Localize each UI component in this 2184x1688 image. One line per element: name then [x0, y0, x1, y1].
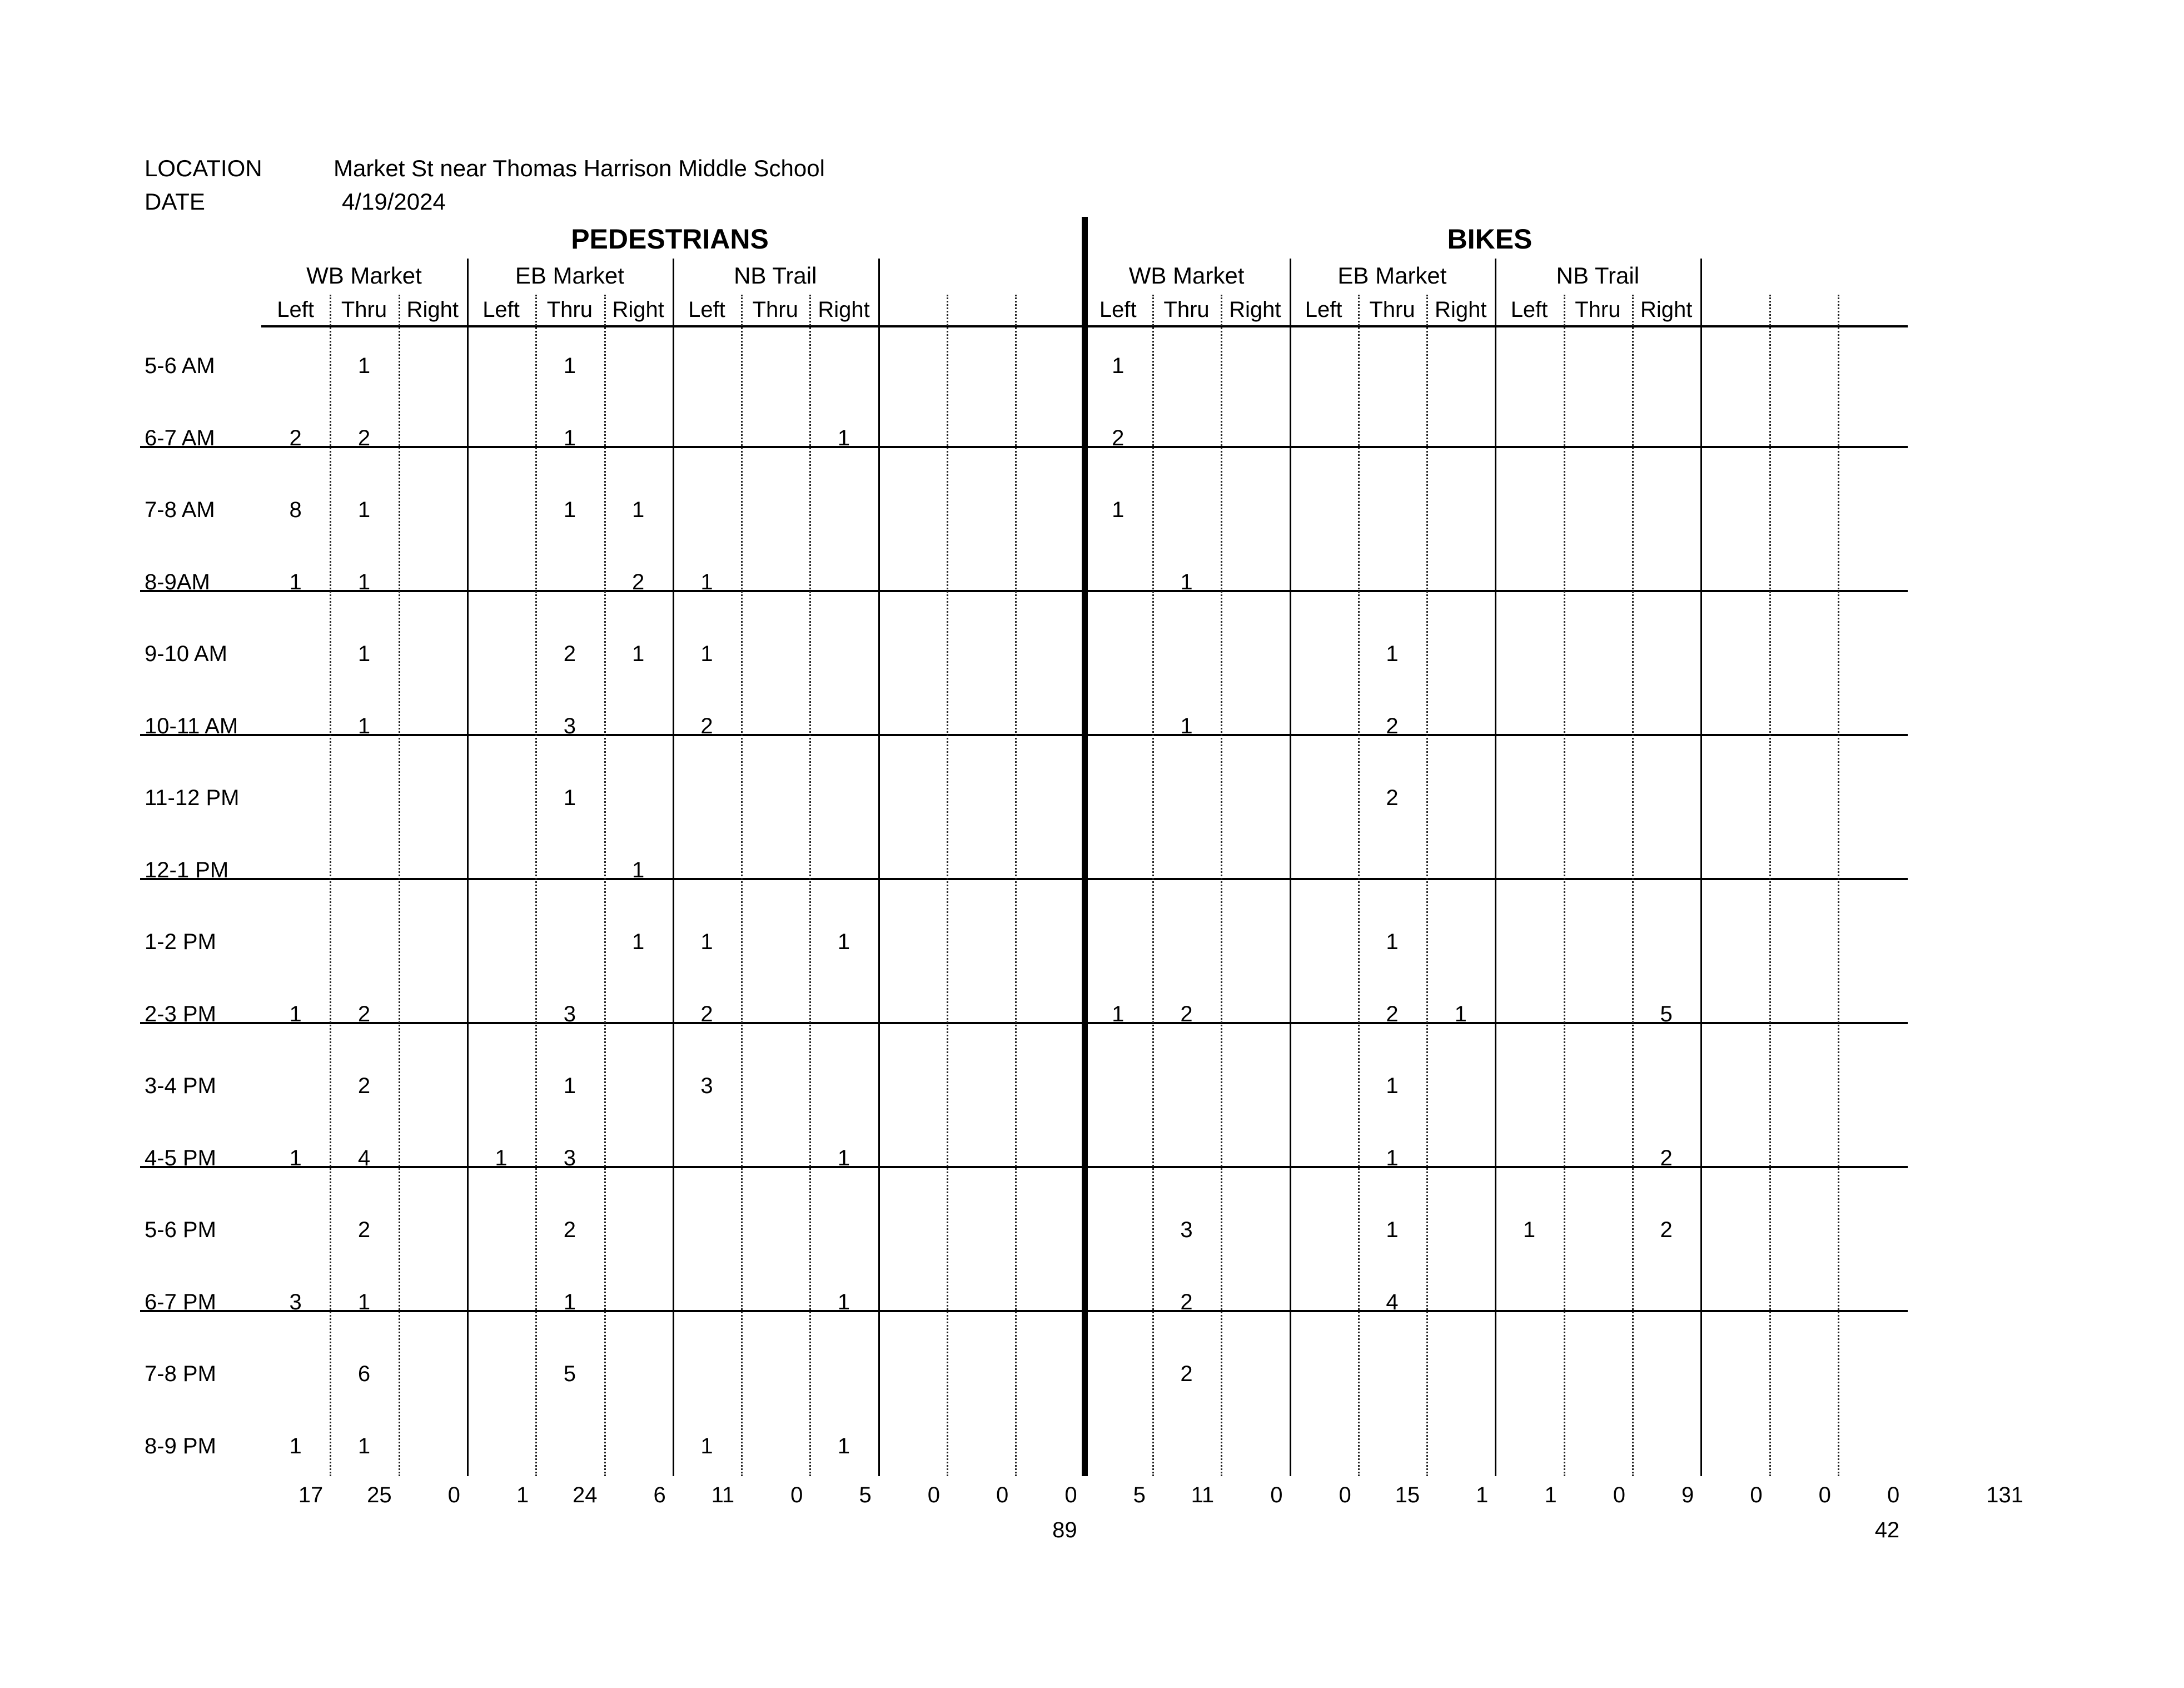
movement-header: Thru [1369, 297, 1415, 322]
count-cell: 2 [632, 569, 645, 594]
count-cell: 1 [837, 1145, 850, 1170]
movement-header: Right [1435, 297, 1487, 322]
count-cell: 1 [289, 1433, 302, 1458]
count-cell: 4 [357, 1145, 371, 1170]
group-header: NB Trail [734, 262, 817, 289]
date-label: DATE [145, 188, 205, 215]
count-cell: 1 [357, 1289, 371, 1314]
count-cell: 1 [700, 1433, 713, 1458]
column-total: 5 [1133, 1483, 1146, 1507]
column-total: 1 [516, 1483, 529, 1507]
count-cell: 6 [357, 1362, 371, 1386]
time-period-label: 7-8 AM [145, 498, 215, 522]
count-cell: 2 [700, 1001, 713, 1026]
count-cell: 2 [357, 1074, 371, 1098]
time-period-label: 6-7 PM [145, 1289, 216, 1314]
movement-header: Left [482, 297, 520, 322]
column-divider [399, 295, 400, 1476]
column-total: 0 [1339, 1483, 1351, 1507]
column-total: 6 [653, 1483, 666, 1507]
count-cell: 2 [1386, 786, 1399, 810]
column-divider [1564, 295, 1565, 1476]
count-cell: 2 [1386, 713, 1399, 738]
count-cell: 1 [700, 642, 713, 666]
column-divider [604, 295, 606, 1476]
row-group-rule [140, 590, 1908, 592]
group-divider [467, 259, 469, 1476]
count-cell: 1 [289, 1001, 302, 1026]
column-total: 0 [1064, 1483, 1077, 1507]
time-period-label: 4-5 PM [145, 1145, 216, 1170]
count-cell: 2 [1112, 425, 1125, 450]
count-cell: 2 [357, 1218, 371, 1242]
time-period-label: 3-4 PM [145, 1074, 216, 1098]
count-cell: 1 [563, 425, 576, 450]
count-cell: 3 [563, 713, 576, 738]
column-divider [1152, 295, 1154, 1476]
time-period-label: 6-7 AM [145, 425, 215, 450]
bike-total: 42 [1874, 1518, 1900, 1542]
column-total: 0 [1613, 1483, 1625, 1507]
column-total: 15 [1395, 1483, 1420, 1507]
column-total: 0 [790, 1483, 803, 1507]
count-cell: 2 [1660, 1218, 1673, 1242]
count-cell: 2 [1386, 1001, 1399, 1026]
column-divider [1221, 295, 1222, 1476]
column-total: 0 [1887, 1483, 1900, 1507]
count-cell: 1 [837, 425, 850, 450]
count-cell: 1 [1112, 498, 1125, 522]
time-period-label: 5-6 AM [145, 354, 215, 378]
column-divider [1769, 295, 1771, 1476]
movement-header: Thru [1575, 297, 1621, 322]
movement-header: Left [1510, 297, 1548, 322]
column-total: 25 [367, 1483, 392, 1507]
group-divider [1495, 259, 1496, 1476]
count-cell: 1 [1386, 642, 1399, 666]
count-cell: 5 [1660, 1001, 1673, 1026]
count-cell: 1 [357, 713, 371, 738]
group-divider [878, 259, 880, 1476]
count-cell: 2 [357, 425, 371, 450]
column-divider [1426, 295, 1428, 1476]
count-cell: 1 [563, 786, 576, 810]
movement-header: Left [1099, 297, 1137, 322]
count-cell: 3 [289, 1289, 302, 1314]
column-total: 17 [298, 1483, 324, 1507]
time-period-label: 8-9AM [145, 569, 210, 594]
location-label: LOCATION [145, 155, 262, 181]
column-divider [1358, 295, 1360, 1476]
count-cell: 1 [700, 930, 713, 954]
date-value: 4/19/2024 [342, 188, 446, 215]
column-divider [809, 295, 811, 1476]
row-group-rule [140, 446, 1908, 448]
pedestrian-total: 89 [1052, 1518, 1077, 1542]
count-cell: 1 [357, 569, 371, 594]
group-divider [1290, 259, 1291, 1476]
count-cell: 1 [563, 354, 576, 378]
column-total: 0 [1270, 1483, 1283, 1507]
section-divider [1082, 217, 1088, 1476]
count-cell: 1 [289, 1145, 302, 1170]
count-cell: 1 [1386, 1218, 1399, 1242]
movement-header: Right [406, 297, 459, 322]
group-header: WB Market [1128, 262, 1245, 289]
count-cell: 1 [1386, 930, 1399, 954]
count-cell: 1 [357, 498, 371, 522]
group-header: EB Market [1337, 262, 1447, 289]
column-total: 24 [573, 1483, 598, 1507]
column-total: 9 [1681, 1483, 1694, 1507]
group-divider [673, 259, 674, 1476]
count-cell: 1 [357, 1433, 371, 1458]
row-group-rule [140, 1166, 1908, 1168]
count-cell: 2 [1660, 1145, 1673, 1170]
column-total: 11 [711, 1483, 735, 1507]
count-cell: 1 [357, 642, 371, 666]
time-period-label: 12-1 PM [145, 857, 229, 882]
group-header: NB Trail [1556, 262, 1640, 289]
column-divider [947, 295, 948, 1476]
count-cell: 2 [563, 1218, 576, 1242]
column-total: 0 [996, 1483, 1009, 1507]
count-cell: 1 [1386, 1074, 1399, 1098]
count-cell: 1 [632, 642, 645, 666]
time-period-label: 7-8 PM [145, 1362, 216, 1386]
movement-header: Left [688, 297, 725, 322]
count-cell: 2 [1180, 1362, 1193, 1386]
count-cell: 2 [1180, 1289, 1193, 1314]
column-total: 1 [1476, 1483, 1489, 1507]
group-header: EB Market [515, 262, 624, 289]
count-cell: 3 [1180, 1218, 1193, 1242]
column-total: 1 [1544, 1483, 1557, 1507]
movement-header: Right [818, 297, 870, 322]
count-cell: 1 [1386, 1145, 1399, 1170]
column-total: 11 [1191, 1483, 1215, 1507]
time-period-label: 8-9 PM [145, 1433, 216, 1458]
section-title: PEDESTRIANS [571, 224, 769, 255]
column-divider [1838, 295, 1839, 1476]
movement-header: Right [612, 297, 664, 322]
group-header: WB Market [306, 262, 422, 289]
count-cell: 3 [563, 1145, 576, 1170]
count-cell: 1 [837, 930, 850, 954]
row-group-rule [140, 1310, 1908, 1312]
count-cell: 2 [357, 1001, 371, 1026]
row-group-rule [140, 1022, 1908, 1024]
count-cell: 4 [1386, 1289, 1399, 1314]
count-cell: 2 [563, 642, 576, 666]
movement-header: Left [277, 297, 314, 322]
movement-header: Thru [546, 297, 593, 322]
column-total: 0 [1750, 1483, 1763, 1507]
row-group-rule [140, 878, 1908, 880]
count-cell: 1 [632, 857, 645, 882]
movement-header: Thru [1163, 297, 1210, 322]
count-cell: 1 [1112, 1001, 1125, 1026]
count-cell: 1 [1523, 1218, 1536, 1242]
count-cell: 2 [289, 425, 302, 450]
column-total: 0 [447, 1483, 460, 1507]
time-period-label: 10-11 AM [145, 713, 238, 738]
count-cell: 1 [357, 354, 371, 378]
column-total: 0 [1818, 1483, 1831, 1507]
location-value: Market St near Thomas Harrison Middle School [334, 155, 825, 181]
count-cell: 1 [563, 1074, 576, 1098]
movement-header: Right [1640, 297, 1693, 322]
time-period-label: 11-12 PM [145, 786, 240, 810]
count-cell: 1 [837, 1289, 850, 1314]
count-cell: 1 [1180, 713, 1193, 738]
time-period-label: 2-3 PM [145, 1001, 216, 1026]
count-cell: 3 [563, 1001, 576, 1026]
count-cell: 1 [632, 498, 645, 522]
count-cell: 5 [563, 1362, 576, 1386]
count-cell: 1 [563, 498, 576, 522]
count-cell: 1 [700, 569, 713, 594]
column-divider [330, 295, 331, 1476]
movement-header: Thru [752, 297, 798, 322]
count-cell: 2 [1180, 1001, 1193, 1026]
count-cell: 1 [289, 569, 302, 594]
group-divider [1700, 259, 1702, 1476]
count-cell: 1 [1454, 1001, 1467, 1026]
count-cell: 1 [495, 1145, 508, 1170]
row-group-rule [140, 734, 1908, 736]
count-cell: 1 [837, 1433, 850, 1458]
time-period-label: 5-6 PM [145, 1218, 216, 1242]
movement-header: Left [1305, 297, 1342, 322]
count-cell: 1 [1112, 354, 1125, 378]
grand-total: 131 [1986, 1483, 2023, 1507]
count-cell: 8 [289, 498, 302, 522]
count-cell: 2 [700, 713, 713, 738]
column-divider [741, 295, 743, 1476]
section-title: BIKES [1447, 224, 1533, 255]
column-divider [535, 295, 537, 1476]
column-divider [1632, 295, 1634, 1476]
column-divider [1015, 295, 1017, 1476]
movement-header: Right [1229, 297, 1281, 322]
time-period-label: 9-10 AM [145, 642, 227, 666]
count-cell: 1 [1180, 569, 1193, 594]
column-total: 5 [859, 1483, 872, 1507]
time-period-label: 1-2 PM [145, 930, 216, 954]
column-total: 0 [927, 1483, 940, 1507]
count-cell: 3 [700, 1074, 713, 1098]
movement-header: Thru [341, 297, 387, 322]
count-cell: 1 [632, 930, 645, 954]
count-cell: 1 [563, 1289, 576, 1314]
